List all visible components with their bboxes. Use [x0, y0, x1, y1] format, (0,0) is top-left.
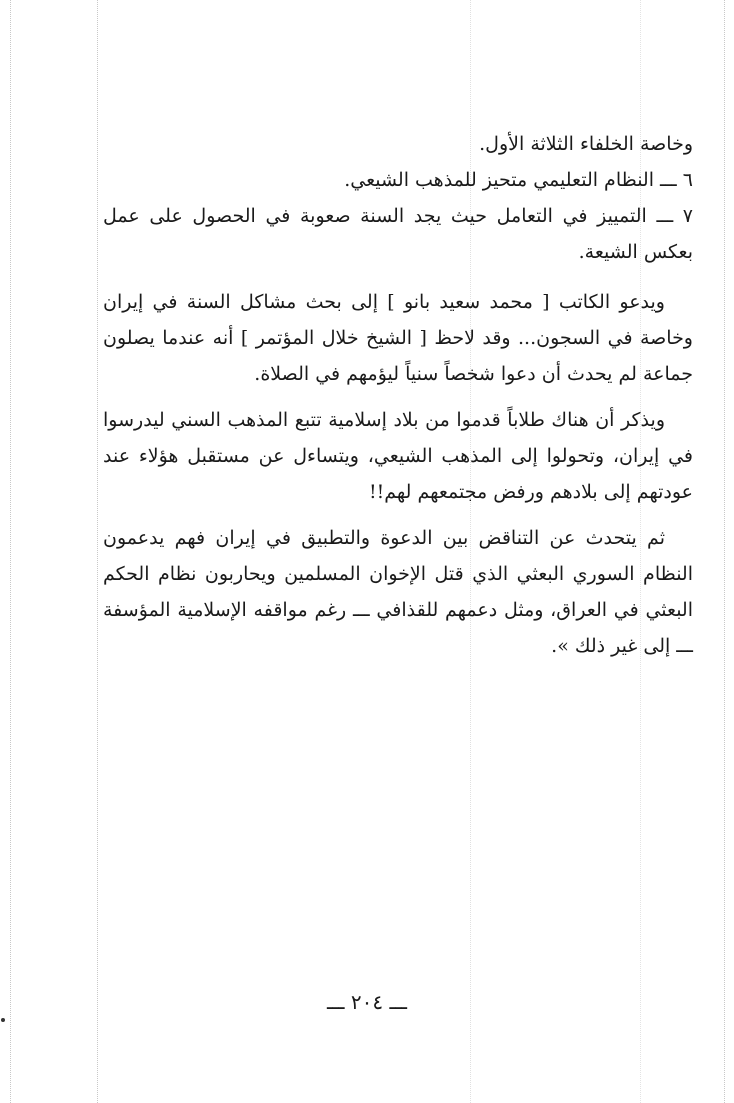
page-number: ـــ ٢٠٤ ـــ [326, 990, 408, 1014]
scan-guide-line [724, 0, 725, 1103]
text-line: وخاصة الخلفاء الثلاثة الأول. [479, 133, 693, 155]
scan-mark [1, 1018, 5, 1022]
paragraph: ويدعو الكاتب [ محمد سعيد بانو ] إلى بحث مشاكل السنة في إيران وخاصة في السجون... وقد لاحظ [ الشيخ خلال المؤتمر ] أنه عندما يصلون جماعة لم يحدث أن دعوا شخصاً سنياً ليؤمهم في الصلاة. [103, 291, 693, 385]
paragraph: ويذكر أن هناك طلاباً قدموا من بلاد إسلامية تتبع المذهب السني ليدرسوا في إيران، وتحولوا إلى المذهب الشيعي، ويتساءل عن مستقبل هؤلاء عند عودتهم إلى بلادهم ورفض مجتمعهم لهم!! [103, 409, 693, 503]
scan-guide-line [97, 0, 98, 1103]
page-body [103, 126, 693, 664]
paragraph: ثم يتحدث عن التناقض بين الدعوة والتطبيق في إيران فهم يدعمون النظام السوري البعثي الذي قتل الإخوان المسلمين ويحاربون نظام الحكم البعثي في العراق، ومثل دعمهم للقذافي ـــ رغم مواقفه الإسلامية المؤسفة ـــ إلى غير ذلك ». [103, 527, 693, 657]
scan-guide-line [10, 0, 11, 1103]
list-item: ٧ ـــ التمييز في التعامل حيث يجد السنة صعوبة في الحصول على عمل بعكس الشيعة. [103, 205, 693, 263]
list-item: ٦ ـــ النظام التعليمي متحيز للمذهب الشيعي. [344, 169, 693, 191]
